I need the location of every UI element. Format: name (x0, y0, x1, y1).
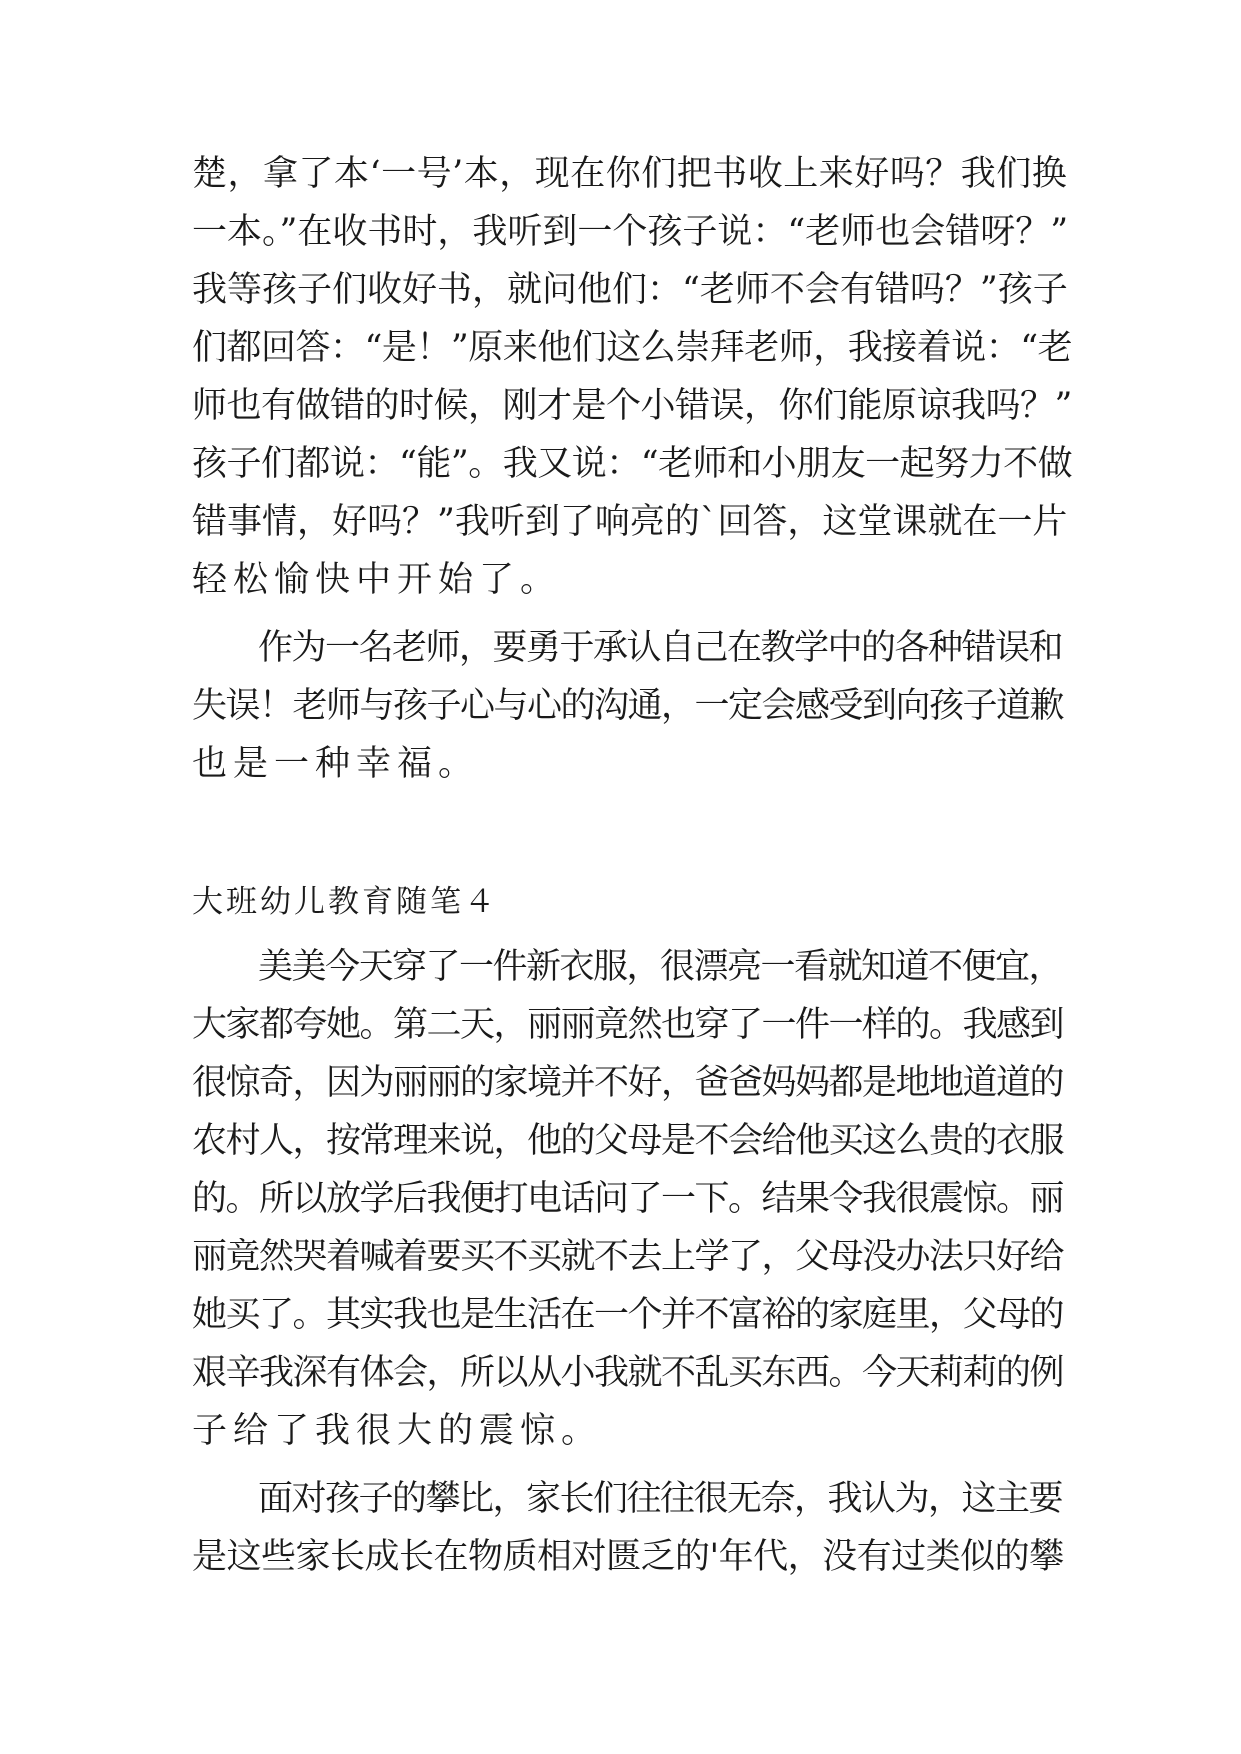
paragraph-line: 丽竟然哭着喊着要买不买就不去上学了，父母没办法只好给 (192, 1237, 1064, 1277)
paragraph-line: 作为一名老师，要勇于承认自己在教学中的各种错误和 (258, 628, 1063, 668)
paragraph-line: 楚，拿了本‘一号’本，现在你们把书收上来好吗？我们换 (192, 154, 1068, 194)
paragraph-line: 轻松愉快中开始了。 (192, 560, 562, 600)
paragraph-line: 很惊奇，因为丽丽的家境并不好，爸爸妈妈都是地地道道的 (192, 1063, 1064, 1103)
paragraph-line: 艰辛我深有体会，所以从小我就不乱买东西。今天莉莉的例 (192, 1353, 1064, 1393)
paragraph-line: 错事情，好吗？”我听到了响亮的`回答，这堂课就在一片 (192, 502, 1068, 542)
paragraph-line: 大家都夸她。第二天，丽丽竟然也穿了一件一样的。我感到 (192, 1005, 1064, 1045)
paragraph-line: 美美今天穿了一件新衣服，很漂亮一看就知道不便宜， (258, 947, 1063, 987)
paragraph-line: 是这些家长成长在物质相对匮乏的'年代，没有过类似的攀 (192, 1537, 1064, 1577)
paragraph-line: 也是一种幸福。 (192, 744, 480, 784)
paragraph-line: 面对孩子的攀比，家长们往往很无奈，我认为，这主要 (258, 1479, 1063, 1519)
paragraph-line: 子给了我很大的震惊。 (192, 1411, 603, 1451)
paragraph-line: 她买了。其实我也是生活在一个并不富裕的家庭里，父母的 (192, 1295, 1064, 1335)
paragraph-line: 我等孩子们收好书，就问他们：“老师不会有错吗？”孩子 (192, 270, 1068, 310)
paragraph-line: 孩子们都说：“能”。我又说：“老师和小朋友一起努力不做 (192, 444, 1073, 484)
paragraph-line: 失误！老师与孩子心与心的沟通，一定会感受到向孩子道歉 (192, 686, 1064, 726)
paragraph-line: 们都回答：“是！”原来他们这么崇拜老师，我接着说：“老 (192, 328, 1073, 368)
section-heading: 大班幼儿教育随笔４ (192, 884, 498, 920)
paragraph-line: 师也有做错的时候，刚才是个小错误，你们能原谅我吗？” (192, 386, 1072, 426)
paragraph-line: 农村人，按常理来说，他的父母是不会给他买这么贵的衣服 (192, 1121, 1064, 1161)
paragraph-line: 的。所以放学后我便打电话问了一下。结果令我很震惊。丽 (192, 1179, 1064, 1219)
paragraph-line: 一本。”在收书时，我听到一个孩子说：“老师也会错呀？” (192, 212, 1069, 252)
